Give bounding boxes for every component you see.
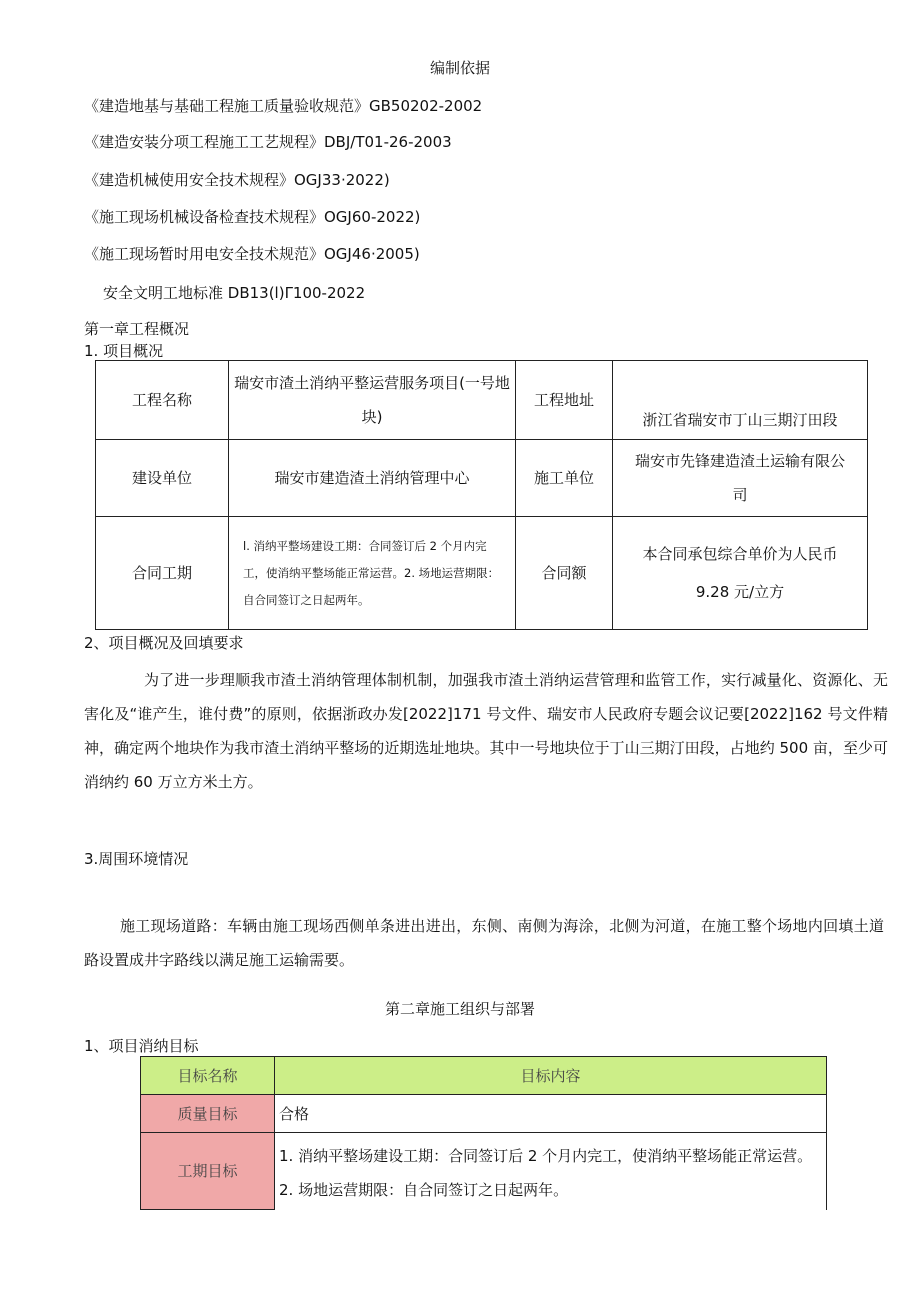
table-row (141, 1095, 827, 1133)
project-name-label: 工程名称 (96, 361, 229, 440)
overview-paragraph: 为了进一步理顺我市渣土消纳管理体制机制，加强我市渣土消纳运营管理和监管工作，实行减量化、资源化、无害化及“谁产生，谁付费”的原则，依据浙政办发[2022]171 号文件、瑞安市人民政府专题会议记要[2022]162 号文件精神，确定两个地块作为我市渣土消纳平整场的近期选址地块。其中一号地块位于丁山三期汀田段，占地约 500 亩，至少可消纳约 60 万立方米土方。 (84, 671, 888, 791)
owner-value: 瑞安市建造渣土消纳管理中心 (229, 440, 516, 517)
table-row (141, 1133, 827, 1210)
targets-table (140, 1056, 827, 1210)
schedule-target-value: 1. 消纳平整场建设工期：合同签订后 2 个月内完工，使消纳平整场能正常运营。2. 场地运营期限：自合同签订之日起两年。 (275, 1133, 827, 1210)
project-overview-table (95, 360, 868, 630)
contractor-value: 瑞安市先锋建造渣土运输有限公司 (613, 440, 868, 517)
target-name-header: 目标名称 (141, 1057, 275, 1095)
table-row (96, 361, 868, 440)
table-row (96, 517, 868, 630)
project-name-value: 瑞安市渣土消纳平整运营服务项目(一号地块) (229, 361, 516, 440)
contract-period-value: l. 消纳平整场建设工期：合同签订后 2 个月内完工，使消纳平整场能正常运营。2. 场地运营期限：自合同签订之日起两年。 (229, 517, 516, 630)
basis-item: 《施工现场机械设备检查技术规程》OGJ60-2022) (84, 208, 421, 226)
contract-amount-label: 合同额 (516, 517, 613, 630)
basis-item: 《建造安装分项工程施工工艺规程》DBJ/T01-26-2003 (84, 133, 452, 151)
basis-item: 安全文明工地标准 DB13(l)Γ100-2022 (103, 284, 366, 302)
owner-label: 建设单位 (96, 440, 229, 517)
target-content-header: 目标内容 (275, 1057, 827, 1095)
table-row (141, 1057, 827, 1095)
chapter-title: 第二章施工组织与部署 (384, 1000, 535, 1018)
contract-amount-value: 本合同承包综合单价为人民币 9.28 元/立方 (613, 517, 868, 630)
quality-target-label: 质量目标 (141, 1095, 275, 1133)
project-address-label: 工程地址 (516, 361, 613, 440)
schedule-target-label: 工期目标 (141, 1133, 275, 1210)
table-row (96, 440, 868, 517)
basis-item: 《施工现场暂时用电安全技术规范》OGJ46·2005) (84, 245, 420, 263)
chapter-title: 第一章工程概况 (84, 320, 190, 338)
section-title: 1、项目消纳目标 (84, 1037, 199, 1055)
contract-period-label: 合同工期 (96, 517, 229, 630)
basis-heading: 编制依据 (429, 59, 490, 77)
basis-item: 《建造地基与基础工程施工质量验收规范》GB50202-2002 (84, 97, 483, 115)
section-title: 2、项目概况及回填要求 (84, 634, 244, 652)
contractor-label: 施工单位 (516, 440, 613, 517)
quality-target-value: 合格 (275, 1095, 827, 1133)
basis-item: 《建造机械使用安全技术规程》OGJ33·2022) (84, 171, 390, 189)
section-title: 1. 项目概况 (84, 342, 164, 360)
section-title: 3.周围环境情况 (84, 850, 189, 868)
environment-paragraph: 施工现场道路：车辆由施工现场西侧单条进出进出，东侧、南侧为海涂，北侧为河道，在施工整个场地内回填土道路设置成井字路线以满足施工运输需要。 (84, 917, 884, 969)
project-address-value: 浙江省瑞安市丁山三期汀田段 (613, 361, 868, 440)
